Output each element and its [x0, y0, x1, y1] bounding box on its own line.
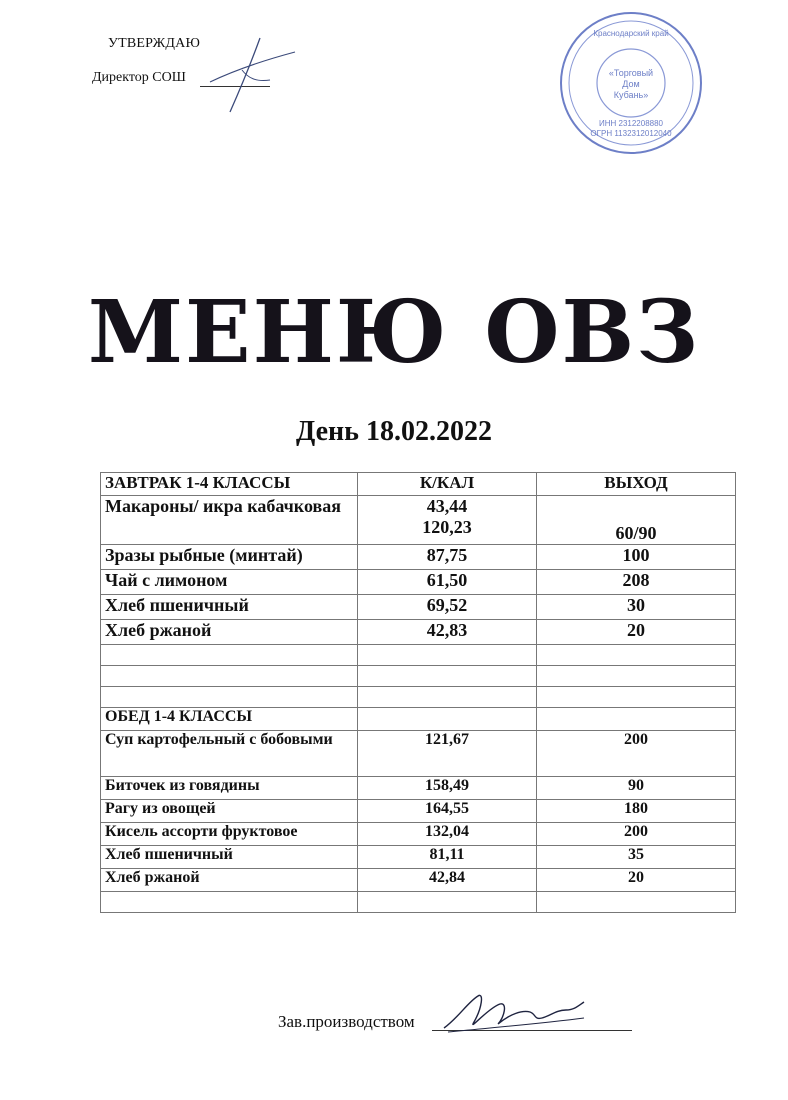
lunch-title: ОБЕД 1-4 КЛАССЫ — [101, 708, 358, 731]
empty-row — [101, 645, 736, 666]
svg-text:Дом: Дом — [622, 79, 640, 89]
dish-name: Чай с лимоном — [101, 570, 358, 595]
dish-yield: 200 — [537, 731, 736, 777]
dish-name: Хлеб ржаной — [101, 620, 358, 645]
dish-kcal — [358, 496, 537, 545]
menu-table — [100, 472, 736, 913]
yield-header: ВЫХОД — [537, 473, 736, 496]
director-label: Директор СОШ — [92, 70, 186, 85]
dish-name: Хлеб пшеничный — [101, 846, 358, 869]
table-row — [101, 800, 736, 823]
dish-kcal: 164,55 — [358, 800, 537, 823]
dish-yield: 20 — [537, 869, 736, 892]
title-word-menu: МЕНЮ — [87, 282, 449, 383]
breakfast-header-row — [101, 473, 736, 496]
table-row — [101, 620, 736, 645]
dish-kcal: 121,67 — [358, 731, 537, 777]
table-row — [101, 846, 736, 869]
dish-kcal-1: 43,44 — [426, 496, 468, 516]
table-row — [101, 869, 736, 892]
table-row — [101, 496, 736, 545]
dish-name: Хлеб ржаной — [101, 869, 358, 892]
company-stamp — [556, 8, 706, 158]
dish-name: Кисель ассорти фруктовое — [101, 823, 358, 846]
dish-yield: 100 — [537, 545, 736, 570]
manager-label: Зав.производством — [278, 1012, 415, 1031]
dish-kcal-2: 120,23 — [422, 517, 472, 537]
dish-yield: 35 — [537, 846, 736, 869]
page-title — [0, 282, 788, 383]
svg-text:Краснодарский край: Краснодарский край — [593, 29, 669, 38]
svg-text:Кубань»: Кубань» — [613, 90, 649, 100]
dish-name: Биточек из говядины — [101, 777, 358, 800]
svg-text:ИНН 2312208880: ИНН 2312208880 — [598, 119, 664, 128]
table-row — [101, 777, 736, 800]
director-signature — [190, 30, 300, 120]
svg-text:«Торговый: «Торговый — [608, 68, 654, 78]
dish-kcal: 61,50 — [358, 570, 537, 595]
empty-row — [101, 666, 736, 687]
approval-label: УТВЕРЖДАЮ — [108, 36, 201, 51]
kcal-header: К/КАЛ — [358, 473, 537, 496]
dish-yield: 60/90 — [537, 496, 736, 545]
dish-name: Рагу из овощей — [101, 800, 358, 823]
menu-date: День 18.02.2022 — [296, 416, 492, 447]
table-row — [101, 595, 736, 620]
dish-kcal: 158,49 — [358, 777, 537, 800]
dish-name: Хлеб пшеничный — [101, 595, 358, 620]
dish-yield: 30 — [537, 595, 736, 620]
dish-yield: 200 — [537, 823, 736, 846]
table-row — [101, 731, 736, 777]
dish-kcal: 132,04 — [358, 823, 537, 846]
dish-yield: 180 — [537, 800, 736, 823]
dish-kcal: 69,52 — [358, 595, 537, 620]
table-row — [101, 545, 736, 570]
breakfast-title: ЗАВТРАК 1-4 КЛАССЫ — [101, 473, 358, 496]
dish-name: Зразы рыбные (минтай) — [101, 545, 358, 570]
manager-signature — [438, 988, 588, 1040]
dish-kcal: 81,11 — [358, 846, 537, 869]
table-row — [101, 823, 736, 846]
dish-yield: 90 — [537, 777, 736, 800]
dish-name: Суп картофельный с бобовыми — [101, 731, 358, 777]
table-row — [101, 570, 736, 595]
dish-yield: 208 — [537, 570, 736, 595]
dish-kcal: 42,83 — [358, 620, 537, 645]
dish-name: Макароны/ икра кабачковая — [101, 496, 358, 545]
svg-text:ОГРН 1132312012040: ОГРН 1132312012040 — [590, 129, 672, 138]
dish-kcal: 42,84 — [358, 869, 537, 892]
empty-row — [101, 892, 736, 913]
lunch-header-row — [101, 708, 736, 731]
dish-kcal: 87,75 — [358, 545, 537, 570]
dish-yield: 20 — [537, 620, 736, 645]
empty-row — [101, 687, 736, 708]
title-word-ovz: ОВЗ — [484, 282, 701, 383]
